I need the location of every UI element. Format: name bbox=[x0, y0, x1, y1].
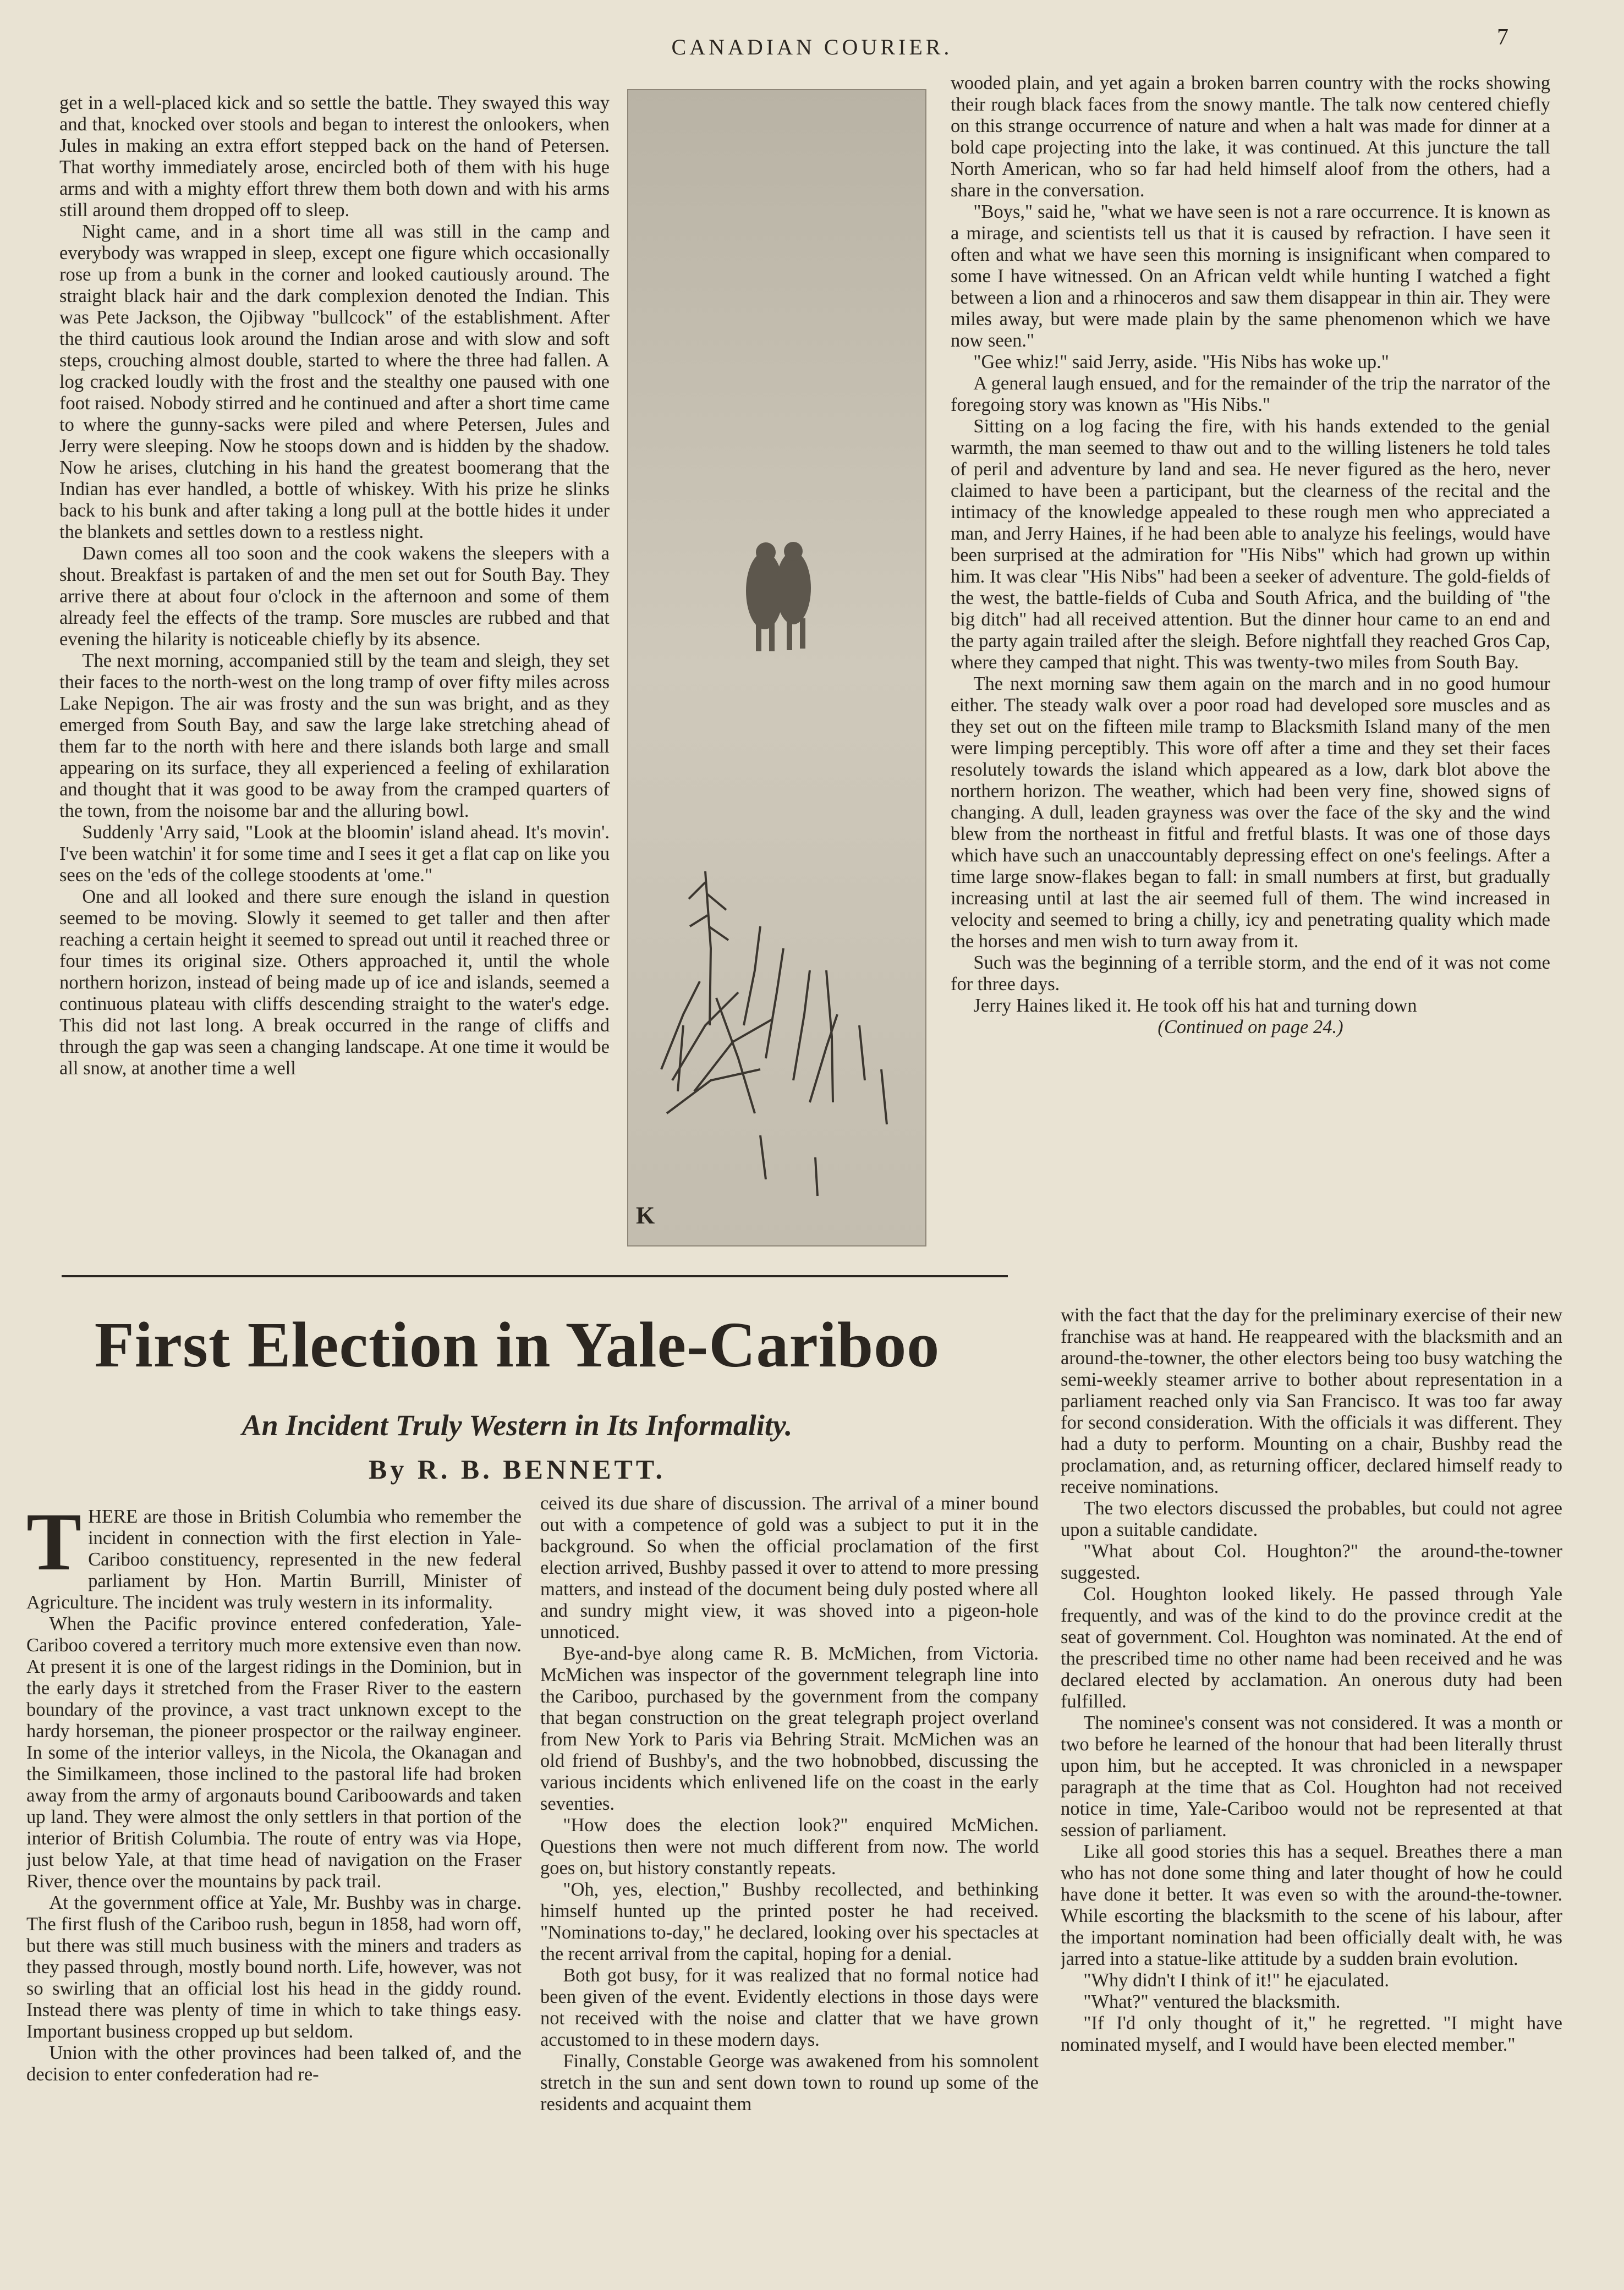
article-paragraph: The nominee's consent was not considered. It was a month or two before he learned of the honour that had been literally thrust upon him, but he accepted. It was chronicled in a newspaper paragraph at the time that as Col. Houghton had not received notice in time, Yale-Cariboo would not be represented at that session of parliament. bbox=[1061, 1712, 1562, 1841]
story-paragraph: Jerry Haines liked it. He took off his hat and turning down bbox=[973, 995, 1417, 1016]
article-paragraph: ceived its due share of discussion. The arrival of a miner bound out with a competence of gold was a subject to put it in the background. So when the official proclamation of the first election arrived, Bushby passed it over to attend to more pressing matters, and instead of the document being duly posted where all and sundry might view, it was shoved into a pigeon-hole unnoticed. bbox=[540, 1493, 1039, 1643]
article-paragraph: "What about Col. Houghton?" the around-the-towner suggested. bbox=[1061, 1541, 1562, 1583]
story-paragraph: get in a well-placed kick and so settle the battle. They swayed this way and that, knocked over stools and began to interest the onlookers, when Jules in making an extra effort stepped back on the hand of Petersen. That worthy immediately arose, encircled both of them with his huge arms and with a mighty effort threw them both down and with his arms still around them dropped off to sleep. bbox=[59, 92, 610, 221]
article-subtitle: An Incident Truly Western in Its Informality. bbox=[242, 1409, 793, 1442]
article-column-1 bbox=[26, 1506, 522, 2260]
article-byline: By R. B. BENNETT. bbox=[368, 1454, 666, 1485]
article-paragraph bbox=[26, 1506, 522, 1613]
article-paragraph: "How does the election look?" enquired McMichen. Questions then were not much different from now. The world goes on, but history constantly repeats. bbox=[540, 1815, 1039, 1879]
story-paragraph: wooded plain, and yet again a broken barren country with the rocks showing their rough black faces from the snowy mantle. The talk now centered chiefly on this strange occurrence of nature and when a halt was made for dinner at a bold cape projecting into the lake, it was continued. At this juncture the tall North American, who so far had held himself aloof from the others, had a share in the conversation. bbox=[951, 73, 1550, 201]
story-paragraph: Sitting on a log facing the fire, with his hands extended to the genial warmth, the man seemed to thaw out and to the willing listeners he told tales of peril and adventure by land and sea. He never figured as the hero, never claimed to have been a participant, but the clearness of the recital and the intimacy of the knowledge appealed to these rough men who appreciated a man, and Jerry Haines, if he had been able to analyze his feelings, would have been surprised at the admiration for "His Nibs" which had grown up within him. It was clear "His Nibs" had been a seeker of adventure. The gold-fields of the west, the battle-fields of Cuba and South Africa, and the building of "the big ditch" had all received attention. But the dinner hour came to an end and the party again trailed after the sleigh. Before nightfall they reached Gros Cap, where they camped that night. This was twenty-two miles from South Bay. bbox=[951, 416, 1550, 673]
illustration-drawing bbox=[628, 90, 925, 1245]
article-paragraph-text: HERE are those in British Columbia who remember the incident in connection with the first election in Yale-Cariboo constituency, represented in the new federal parliament by Hon. Martin Burrill, Minister of Agriculture. The incident was truly western in its informality. bbox=[26, 1506, 522, 1613]
story-column-1 bbox=[59, 92, 610, 1259]
article-paragraph: "Why didn't I think of it!" he ejaculated. bbox=[1083, 1970, 1389, 1991]
article-paragraph: When the Pacific province entered confederation, Yale-Cariboo covered a territory much more extensive even than now. At present it is one of the largest ridings in the Dominion, but in the early days it stretched from the Fraser River to the eastern boundary of the province, a vast tract unknown except to the hardy horseman, the pioneer prospector or the railway engineer. In some of the interior valleys, in the Nicola, the Okanagan and the Similkameen, those inclined to the pastoral life had broken away from the army of argonauts bound Cariboowards and taken up land. They were almost the only settlers in that portion of the interior of British Columbia. The route of entry was via Hope, just below Yale, at that time head of navigation on the Fraser River, thence over the mountains by pack trail. bbox=[26, 1613, 522, 1892]
article-paragraph: Bye-and-bye along came R. B. McMichen, from Victoria. McMichen was inspector of the government telegraph line into the Cariboo, purchased by the government from the company that began construction on the great telegraph project overland from New York to Paris via Behring Strait. McMichen was an old friend of Bushby's, and the two hobnobbed, discussing the various incidents which enlivened life on the coast in the early seventies. bbox=[540, 1643, 1039, 1814]
article-paragraph: Col. Houghton looked likely. He passed through Yale frequently, and was of the kind to do the province credit at the seat of government. Col. Houghton was nominated. At the end of the prescribed time no other name had been received and he was declared elected by acclamation. An onerous duty had been fulfilled. bbox=[1061, 1584, 1562, 1712]
continued-note: (Continued on page 24.) bbox=[1157, 1017, 1343, 1037]
article-column-2 bbox=[540, 1493, 1039, 2263]
article-paragraph: "What?" ventured the blacksmith. bbox=[1083, 1991, 1341, 2012]
article-paragraph: At the government office at Yale, Mr. Bushby was in charge. The first flush of the Cariboo rush, begun in 1858, had worn off, but there was still much business with the miners and traders as they passed through, mostly bound north. Life, however, was not so swirling that an official lost his head in the giddy round. Instead there was plenty of time in which to take things easy. Important business cropped up but seldom. bbox=[26, 1892, 522, 2042]
story-paragraph: One and all looked and there sure enough the island in question seemed to be moving. Slowly it seemed to get taller and then after reaching a certain height it seemed to spread out until it reached three or four times its original size. Others approached it, until the whole northern horizon, instead of being made up of ice and islands, seemed a continuous plateau with cliffs descending straight to the water's edge. This did not last long. A break occurred in the range of cliffs and through the gap was seen a changing landscape. At one time it would be all snow, at another time a well bbox=[59, 886, 610, 1079]
story-paragraph: "Gee whiz!" said Jerry, aside. "His Nibs has woke up." bbox=[973, 352, 1389, 372]
publication-header: CANADIAN COURIER. bbox=[671, 35, 953, 59]
story-paragraph: A general laugh ensued, and for the remainder of the trip the narrator of the foregoing story was known as "His Nibs." bbox=[951, 373, 1550, 415]
story-paragraph: Dawn comes all too soon and the cook wakens the sleepers with a shout. Breakfast is partaken of and the men set out for South Bay. They arrive there at about four o'clock in the afternoon and some of them already feel the effects of the tramp. Sore muscles are rubbed and that evening the hilarity is noticeable chiefly by its absence. bbox=[59, 543, 610, 650]
page-number: 7 bbox=[1497, 25, 1508, 50]
article-paragraph: Both got busy, for it was realized that no formal notice had been given of the event. Evidently elections in those days were not received with the noise and clatter that we have grown accustomed to in these modern days. bbox=[540, 1965, 1039, 2050]
article-column-3 bbox=[1061, 1305, 1562, 2273]
section-divider bbox=[62, 1275, 1008, 1277]
article-paragraph: "If I'd only thought of it," he regretted. "I might have nominated myself, and I would have been elected member." bbox=[1061, 2013, 1562, 2055]
story-paragraph: Night came, and in a short time all was still in the camp and everybody was wrapped in sleep, except one figure which occasionally rose up from a bunk in the corner and looked cautiously around. The straight black hair and the dark complexion denoted the Indian. This was Pete Jackson, the Ojibway "bullcock" of the establishment. After the third cautious look around the Indian arose and with slow and soft steps, crouching almost double, started to where the three had fallen. A log cracked loudly with the frost and the stealthy one paused with one foot raised. Nobody stirred and he continued and after a short time came to where the gunny-sacks were piled and where Petersen, Jules and Jerry were sleeping. Now he stoops down and is hidden by the shadow. Now he arises, clutching in his hand the greatest boomerang that the Indian has ever handled, a bottle of whiskey. With his prize he slinks back to his bunk and after taking a long pull at the bottle hides it under the blankets and settles down to a restless night. bbox=[59, 221, 610, 542]
dropcap: T bbox=[26, 1506, 82, 1588]
story-paragraph: "Boys," said he, "what we have seen is not a rare occurrence. It is known as a mirage, and scientists tell us that it is caused by refraction. I have seen it often and what we have seen this morning is insignificant when compared to some I have witnessed. On an African veldt while hunting I watched a fight between a lion and a rhinoceros and saw them disappear in thin air. They were miles away, but were made plain by the same phenomenon which we have now seen." bbox=[951, 201, 1550, 351]
winter-illustration bbox=[627, 89, 926, 1246]
story-paragraph: The next morning, accompanied still by the team and sleigh, they set their faces to the north-west on the long tramp of over fifty miles across Lake Nepigon. The air was frosty and the sun was bright, and as they emerged from South Bay, and saw the large lake stretching ahead of them far to the north with here and there islands both large and small appearing on its surface, they all experienced a feeling of exhilaration and thought that it was good to be away from the cramped quarters of the town, from the noisome bar and the alluring bowl. bbox=[59, 650, 610, 821]
article-paragraph: "Oh, yes, election," Bushby recollected, and bethinking himself hunted up the printed poster he had received. "Nominations to-day," he declared, looking over his spectacles at the recent arrival from the capital, hoping for a denial. bbox=[540, 1879, 1039, 1964]
artist-initial: K bbox=[636, 1202, 655, 1229]
story-paragraph: The next morning saw them again on the march and in no good humour either. The steady walk over a poor road had developed sore muscles and as they set out on the fifteen mile tramp to Blacksmith Island many of the men were limping perceptibly. This wore off after a time and they set their faces resolutely towards the island which appeared as a low, dark blot above the northern horizon. The weather, which had been very fine, showed signs of changing. A dull, leaden grayness was over the face of the sky and the wind blew from the northeast in fitful and fretful blasts. It was one of those days which have such an unaccountably depressing effect on one's feelings. After a time large snow-flakes began to fall: in small numbers at first, but gradually increasing until at last the air seemed full of them. The wind increased in velocity and seemed to bring a chilly, icy and penetrating quality which made the horses and men wish to turn away from it. bbox=[951, 673, 1550, 952]
story-column-2 bbox=[951, 73, 1550, 1250]
article-headline: First Election in Yale-Cariboo bbox=[94, 1309, 940, 1381]
article-paragraph: Finally, Constable George was awakened from his somnolent stretch in the sun and sent down town to round up some of the residents and acquaint them bbox=[540, 2051, 1039, 2115]
article-paragraph: with the fact that the day for the preliminary exercise of their new franchise was at hand. He reappeared with the blacksmith and an around-the-towner, the other electors being too busy watching the semi-weekly steamer arrive to bother about representation in a parliament reached only via San Francisco. It was too far away for second consideration. With the officials it was different. They had a duty to perform. Mounting on a chair, Bushby read the proclamation, and, as returning officer, declared himself ready to receive nominations. bbox=[1061, 1305, 1562, 1497]
article-paragraph: The two electors discussed the probables, but could not agree upon a suitable candidate. bbox=[1061, 1498, 1562, 1540]
story-paragraph: Such was the beginning of a terrible storm, and the end of it was not come for three days. bbox=[951, 952, 1550, 995]
article-paragraph: Union with the other provinces had been talked of, and the decision to enter confederation had re- bbox=[26, 2042, 522, 2085]
story-paragraph: Suddenly 'Arry said, "Look at the bloomin' island ahead. It's movin'. I've been watchin' it for some time and I sees it get a flat cap on like you sees on the 'eds of the college stoodents at 'ome." bbox=[59, 822, 610, 886]
article-paragraph: Like all good stories this has a sequel. Breathes there a man who has not done some thing and later thought of how he could have done it better. It was even so with the around-the-towner. While escorting the blacksmith to the scene of his labour, after the important nomination had been officially dealt with, he was jarred into a statue-like attitude by a sudden brain evolution. bbox=[1061, 1841, 1562, 1969]
